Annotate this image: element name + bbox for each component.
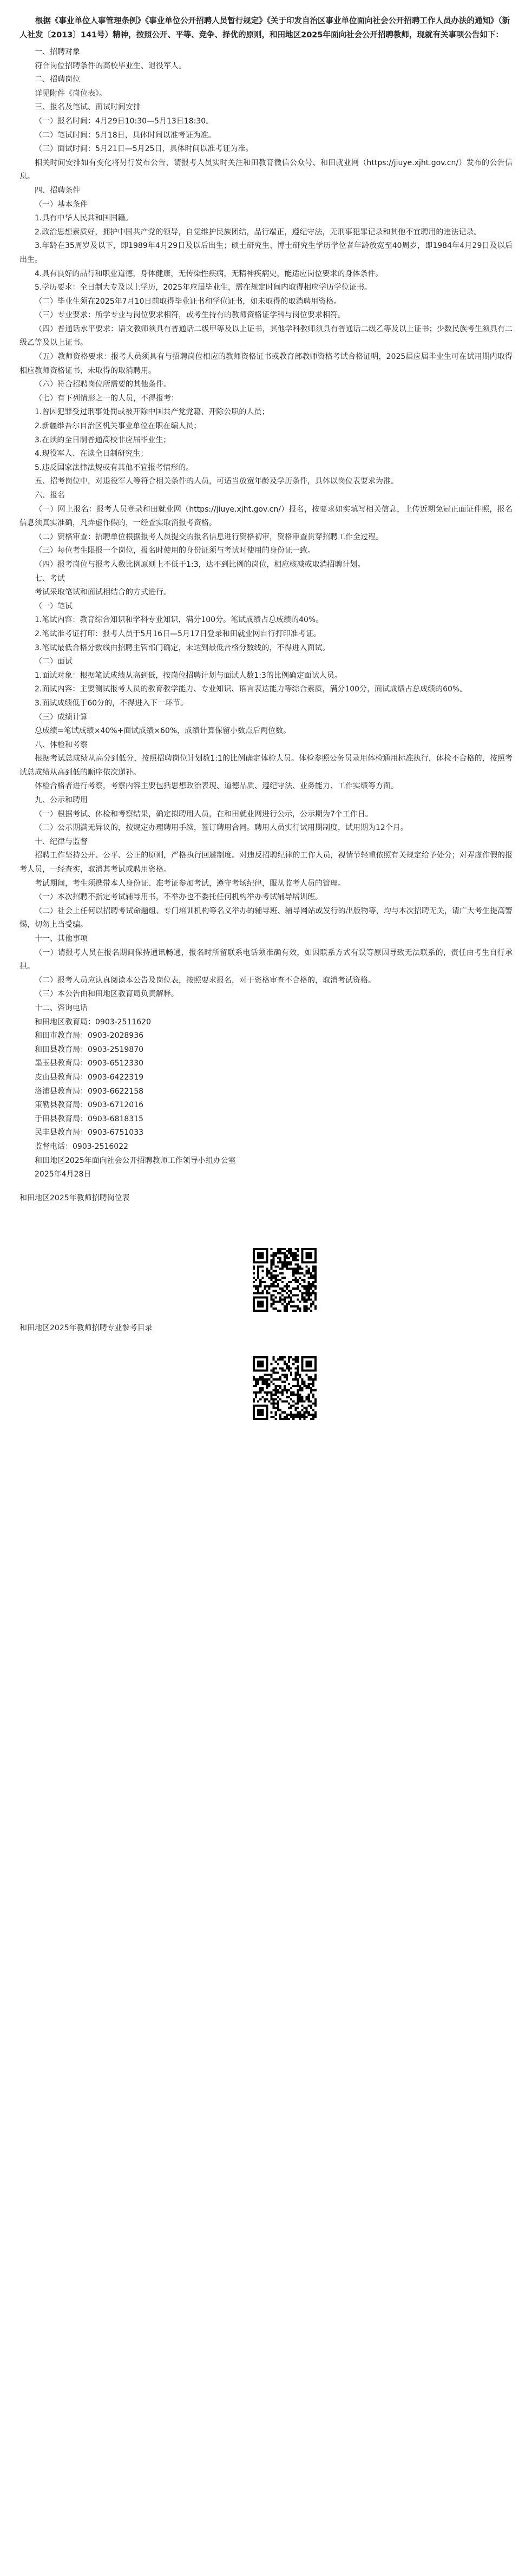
body-paragraph: 考试期间，考生须携带本人身份证、准考证参加考试，遵守考场纪律，服从监考人员的管理。 xyxy=(35,879,345,888)
contact-line: 和田地区2025年面向社会公开招聘教师工作领导小组办公室 xyxy=(35,1156,236,1165)
body-paragraph: （一）网上报名：报考人员登录和田就业网（https://jiuye.xjht.gov.cn/）报名，按要求如实填写相关信息，上传近期免冠正面证件照，报名信息须真实准确，凡弄虚作假的，一经查实取消报考资格。 xyxy=(19,505,513,528)
major-catalog-qr-code[interactable] xyxy=(253,1356,317,1420)
contact-line: 和田县教育局：0903-2519870 xyxy=(35,1045,144,1054)
section-heading: 三、报名及笔试、面试时间安排 xyxy=(35,103,141,112)
announcement-body xyxy=(19,45,513,1182)
section-heading: 十二、咨询电话 xyxy=(35,1003,88,1012)
body-paragraph: 总成绩=笔试成绩×40%+面试成绩×60%，成绩计算保留小数点后两位数。 xyxy=(35,727,291,736)
body-paragraph: 1.具有中华人民共和国国籍。 xyxy=(35,214,133,223)
body-paragraph: 考试采取笔试和面试相结合的方式进行。 xyxy=(35,588,171,597)
body-paragraph: 2.笔试准考证打印：报考人员于5月16日—5月17日登录和田就业网自行打印准考证。 xyxy=(35,629,321,638)
body-paragraph: 根据考试总成绩从高分到低分，按照招聘岗位计划数1:1的比例确定体检人员。体检参照公务员录用体检通用标准执行，体检不合格的，按照考试总成绩从高到低的顺序依次递补。 xyxy=(19,754,513,777)
annex-section xyxy=(19,1192,513,1420)
body-paragraph: （七）有下列情形之一的人员，不得报考： xyxy=(35,394,179,403)
section-heading: 八、体检和考察 xyxy=(35,740,88,749)
body-paragraph: （五）教师资格要求：报考人员须具有与招聘岗位相应的教师资格证书或教育部教师资格考试合格证明，2025届应届毕业生可在试用期内取得相应教师资格证书，未取得的取消聘用。 xyxy=(19,352,513,375)
section-heading: 六、报名 xyxy=(35,491,65,500)
section-heading: 七、考试 xyxy=(35,574,65,583)
section-heading: 十、纪律与监督 xyxy=(35,837,88,846)
body-paragraph: （一）本次招聘不指定考试辅导用书，不举办也不委托任何机构举办考试辅导培训班。 xyxy=(35,893,323,902)
body-paragraph: 2.政治思想素质好，拥护中国共产党的领导，自觉维护民族团结，品行端正，遵纪守法，无刑事犯罪记录和其他不宜聘用的违法记录。 xyxy=(35,227,482,237)
body-paragraph: 符合岗位招聘条件的高校毕业生、退役军人。 xyxy=(35,61,186,70)
contact-line: 2025年4月28日 xyxy=(35,1170,91,1179)
body-paragraph: 2.面试内容：主要测试报考人员的教育教学能力、专业知识、语言表达能力等综合素质，满分100分，面试成绩占总成绩的60%。 xyxy=(35,685,468,694)
body-paragraph: （一）笔试 xyxy=(35,601,73,611)
body-paragraph: （四）报考岗位与报考人数比例原则上不低于1:3，达不到比例的岗位，相应核减或取消招聘计划。 xyxy=(35,560,365,569)
body-paragraph: 3.笔试最低合格分数线由招聘主管部门确定，未达到最低合格分数线的，不得进入面试。 xyxy=(35,643,330,652)
annex-title-job-table: 和田地区2025年教师招聘岗位表 xyxy=(19,1193,130,1202)
body-paragraph: （二）资格审查：招聘单位根据报考人员提交的报名信息进行资格初审，资格审查贯穿招聘工作全过程。 xyxy=(35,532,383,541)
contact-line: 墨玉县教育局：0903-6512330 xyxy=(35,1059,144,1068)
contact-line: 于田县教育局：0903-6818315 xyxy=(35,1114,144,1123)
contact-line: 洛浦县教育局：0903-6622158 xyxy=(35,1087,144,1096)
body-paragraph: 1.笔试内容：教育综合知识和学科专业知识，满分100分。笔试成绩占总成绩的40%。 xyxy=(35,616,324,625)
body-paragraph: （六）符合招聘岗位所需要的其他条件。 xyxy=(35,380,171,389)
body-paragraph: （一）请报考人员在报名期间保持通讯畅通，报名时所留联系电话须准确有效，如因联系方式有误等原因导致无法联系的，责任由考生自行承担。 xyxy=(19,948,513,971)
body-paragraph: 1.曾因犯罪受过刑事处罚或被开除中国共产党党籍、开除公职的人员； xyxy=(35,408,270,417)
announcement-intro: 根据《事业单位人事管理条例》《事业单位公开招聘人员暂行规定》《关于印发自治区事业单位面向社会公开招聘工作人员办法的通知》（新人社发〔2013〕141号）精神，按照公开、平等、竞争、择优的原则，和田地区2025年面向社会公开招聘教师，现就有关事项公告如下： xyxy=(19,17,510,40)
body-paragraph: 招聘工作坚持公开、公平、公正的原则，严格执行回避制度。对违反招聘纪律的工作人员，视情节轻重依照有关规定给予处分；对弄虚作假的报考人员，一经查实，取消其考试或聘用资格。 xyxy=(19,851,513,874)
body-paragraph: （二）报考人员应认真阅读本公告及岗位表，按照要求报名，对于资格审查不合格的，取消考试资格。 xyxy=(35,976,376,985)
body-paragraph: （一）基本条件 xyxy=(35,200,88,209)
section-heading: 一、招聘对象 xyxy=(35,48,80,56)
body-paragraph: 4.具有良好的品行和职业道德，身体健康，无传染性疾病，无精神疾病史，能适应岗位要求的身体条件。 xyxy=(35,269,383,278)
qr-wrap-2 xyxy=(19,1356,532,1420)
body-paragraph: （三）面试时间：5月21日—5月25日，具体时间以准考证为准。 xyxy=(35,145,253,154)
body-paragraph: （三）专业要求：所学专业与岗位要求相符，或考生持有的教师资格证学科与岗位要求相符。 xyxy=(35,311,345,320)
contact-line: 皮山县教育局：0903-6422319 xyxy=(35,1073,144,1082)
body-paragraph: （一）根据考试、体检和考察结果，确定拟聘用人员，在和田就业网进行公示，公示期为7个工作日。 xyxy=(35,809,373,819)
job-table-qr-code[interactable] xyxy=(253,1248,317,1312)
section-heading: 九、公示和聘用 xyxy=(35,796,88,805)
section-heading: 十一、其他事项 xyxy=(35,934,88,943)
annex-title-major-catalog: 和田地区2025年教师招聘专业参考目录 xyxy=(19,1323,153,1332)
body-paragraph: 五、招考岗位中，对退役军人等符合相关条件的人员，可适当放宽年龄及学历条件，具体以岗位表要求为准。 xyxy=(35,477,398,486)
body-paragraph: 3.在读的全日制普通高校非应届毕业生； xyxy=(35,435,171,444)
body-paragraph: 5.违反国家法律法规或有其他不宜报考情形的。 xyxy=(35,463,194,472)
contact-line: 策勒县教育局：0903-6712016 xyxy=(35,1101,144,1110)
body-paragraph: （一）报名时间：4月29日10:30—5月13日18:30。 xyxy=(35,116,214,126)
contact-line: 和田地区教育局：0903-2511620 xyxy=(35,1017,152,1027)
body-paragraph: 4.现役军人、在读全日制研究生； xyxy=(35,449,148,459)
body-paragraph: 2.新疆维吾尔自治区机关事业单位在职在编人员； xyxy=(35,422,201,431)
qr-wrap-1 xyxy=(19,1248,532,1312)
body-paragraph: （二）社会上任何以招聘考试命题组、专门培训机构等名义举办的辅导班、辅导网站或发行的出版物等，均与本次招聘无关，请广大考生提高警惕，切勿上当受骗。 xyxy=(19,906,513,930)
contact-line: 民丰县教育局：0903-6751033 xyxy=(35,1128,144,1137)
body-paragraph: 5.学历要求：全日制大专及以上学历，2025年应届毕业生，需在规定时间内取得相应学历学位证书。 xyxy=(35,283,372,292)
body-paragraph: （二）毕业生须在2025年7月10日前取得毕业证书和学位证书，如未取得的取消聘用资格。 xyxy=(35,297,341,306)
body-paragraph: 3.面试成绩低于60分的，不得进入下一环节。 xyxy=(35,698,188,708)
section-heading: 二、招聘岗位 xyxy=(35,75,80,84)
body-paragraph: 体检合格者进行考察，考察内容主要包括思想政治表现、道德品质、遵纪守法、业务能力、工作实绩等方面。 xyxy=(35,782,398,791)
contact-line: 和田市教育局：0903-2028936 xyxy=(35,1031,144,1041)
body-paragraph: （三）成绩计算 xyxy=(35,712,88,722)
body-paragraph: （四）普通话水平要求：语文教师须具有普通话二级甲等及以上证书，其他学科教师须具有普通话二级乙等及以上证书；少数民族考生须具有二级乙等及以上证书。 xyxy=(19,324,513,348)
body-paragraph: 3.年龄在35周岁及以下，即1989年4月29日及以后出生；硕士研究生、博士研究生学历学位者年龄放宽至40周岁，即1984年4月29日及以后出生。 xyxy=(19,241,513,264)
body-paragraph: 相关时间安排如有变化将另行发布公告，请报考人员实时关注和田教育微信公众号、和田就业网（https://jiuye.xjht.gov.cn/）发布的公告信息。 xyxy=(19,158,513,181)
body-paragraph: （三）本公告由和田地区教育局负责解释。 xyxy=(35,990,179,999)
body-paragraph: （三）每位考生限报一个岗位，报名时使用的身份证须与考试时使用的身份证一致。 xyxy=(35,546,315,555)
body-paragraph: 详见附件《岗位表》。 xyxy=(35,89,107,98)
section-heading: 四、招聘条件 xyxy=(35,186,80,195)
body-paragraph: （二）笔试时间：5月18日，具体时间以准考证为准。 xyxy=(35,130,216,140)
body-paragraph: 1.面试对象：根据笔试成绩从高到低，按岗位招聘计划与面试人数1:3的比例确定面试人员。 xyxy=(35,671,342,680)
body-paragraph: （二）面试 xyxy=(35,657,73,666)
body-paragraph: （二）公示期满无异议的，按规定办理聘用手续，签订聘用合同。聘用人员实行试用期制度，试用期为12个月。 xyxy=(35,823,408,833)
contact-line: 监督电话：0903-2516022 xyxy=(35,1142,129,1151)
